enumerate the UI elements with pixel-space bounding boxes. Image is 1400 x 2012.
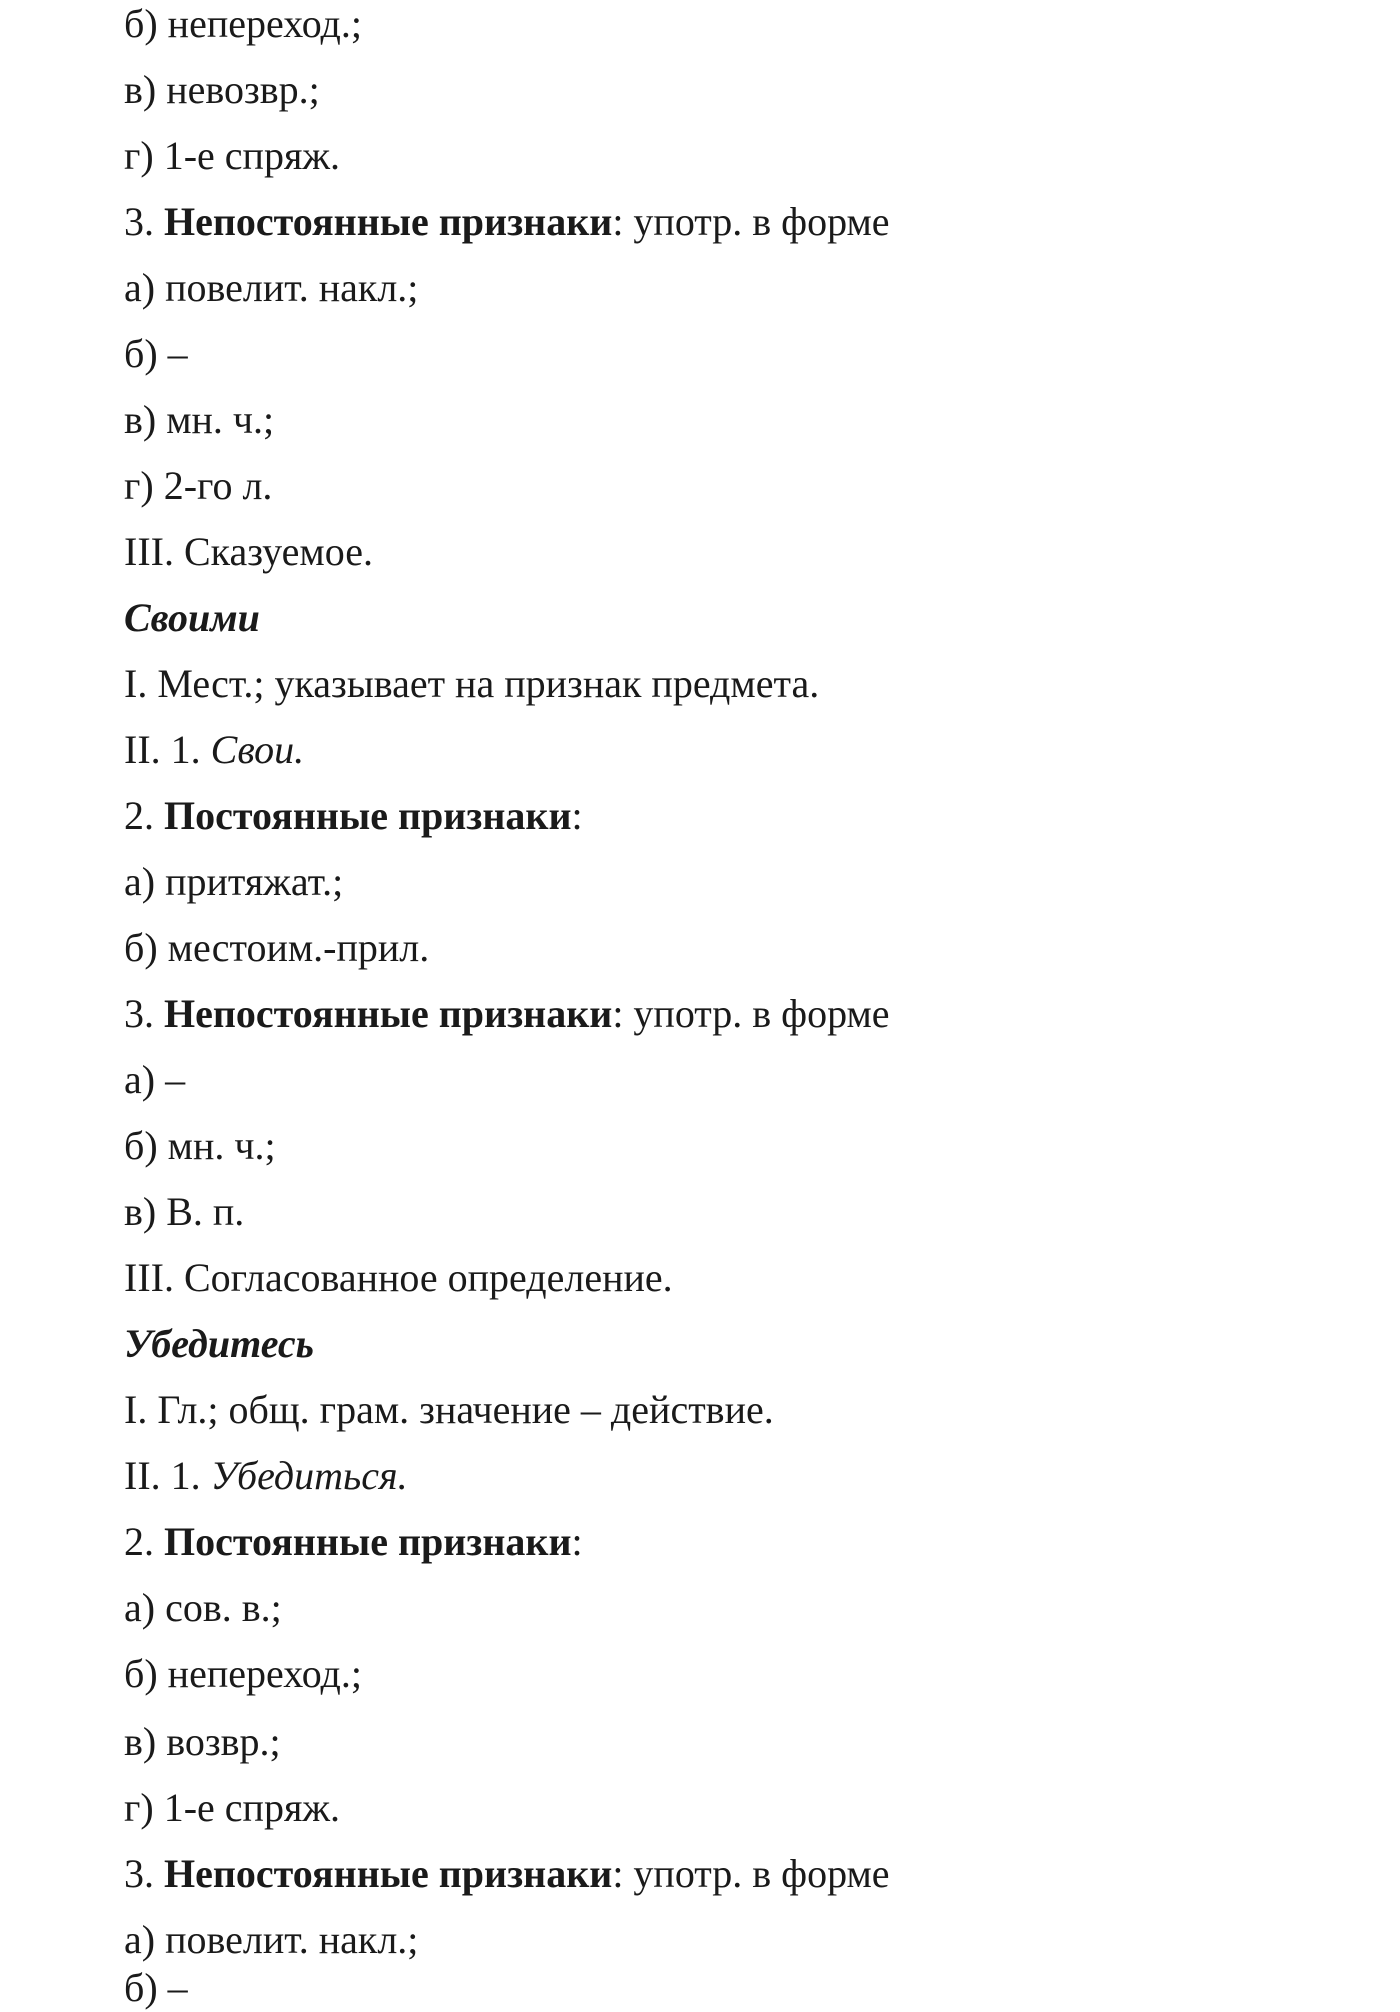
text-line: а) сов. в.; <box>124 1585 282 1630</box>
initial-form: Убедиться. <box>210 1453 408 1498</box>
line-prefix: 3. <box>124 1851 164 1896</box>
text-line: б) местоим.-прил. <box>124 925 430 970</box>
text-line: б) – <box>124 331 188 376</box>
text-line: г) 1-е спряж. <box>124 133 340 178</box>
text-line: а) повелит. накл.; <box>124 1917 419 1962</box>
section-line <box>124 198 890 246</box>
text-line: а) – <box>124 1057 186 1102</box>
bold-term: Непостоянные признаки <box>164 1851 613 1896</box>
text-line: в) В. п. <box>124 1189 245 1234</box>
text-line: б) непереход.; <box>124 1 363 46</box>
initial-form-line <box>124 726 304 774</box>
line-suffix: : употр. в форме <box>612 991 890 1036</box>
line-suffix: : употр. в форме <box>612 1851 890 1896</box>
text-line: I. Мест.; указывает на признак предмета. <box>124 661 820 706</box>
bold-term: Постоянные признаки <box>164 1519 572 1564</box>
text-line: б) – <box>124 1965 188 2010</box>
bold-term: Постоянные признаки <box>164 793 572 838</box>
line-prefix: 3. <box>124 991 164 1036</box>
text-line: б) непереход.; <box>124 1651 363 1696</box>
bold-term: Непостоянные признаки <box>164 991 613 1036</box>
line-prefix: II. 1. <box>124 1453 211 1498</box>
line-prefix: 2. <box>124 793 164 838</box>
text-line: III. Согласованное определение. <box>124 1255 673 1300</box>
line-prefix: 2. <box>124 1519 164 1564</box>
line-suffix: : <box>571 1519 583 1564</box>
text-line: а) притяжат.; <box>124 859 344 904</box>
line-suffix: : употр. в форме <box>612 199 890 244</box>
bold-term: Непостоянные признаки <box>164 199 613 244</box>
text-line: б) мн. ч.; <box>124 1123 276 1168</box>
text-line: I. Гл.; общ. грам. значение – действие. <box>124 1387 774 1432</box>
text-line: г) 1-е спряж. <box>124 1785 340 1830</box>
text-line: III. Сказуемое. <box>124 529 373 574</box>
section-line <box>124 1518 583 1566</box>
section-line <box>124 792 583 840</box>
line-suffix: : <box>571 793 583 838</box>
text-line: г) 2-го л. <box>124 463 273 508</box>
text-line: а) повелит. накл.; <box>124 265 419 310</box>
text-line: в) мн. ч.; <box>124 397 275 442</box>
section-line <box>124 990 890 1038</box>
text-line: в) невозвр.; <box>124 67 320 112</box>
initial-form-line <box>124 1452 408 1500</box>
line-prefix: II. 1. <box>124 727 211 772</box>
word-heading: Своими <box>124 595 260 640</box>
word-heading: Убедитесь <box>124 1321 314 1366</box>
text-line: в) возвр.; <box>124 1719 281 1764</box>
line-prefix: 3. <box>124 199 164 244</box>
initial-form: Свои. <box>210 727 305 772</box>
section-line <box>124 1850 890 1898</box>
